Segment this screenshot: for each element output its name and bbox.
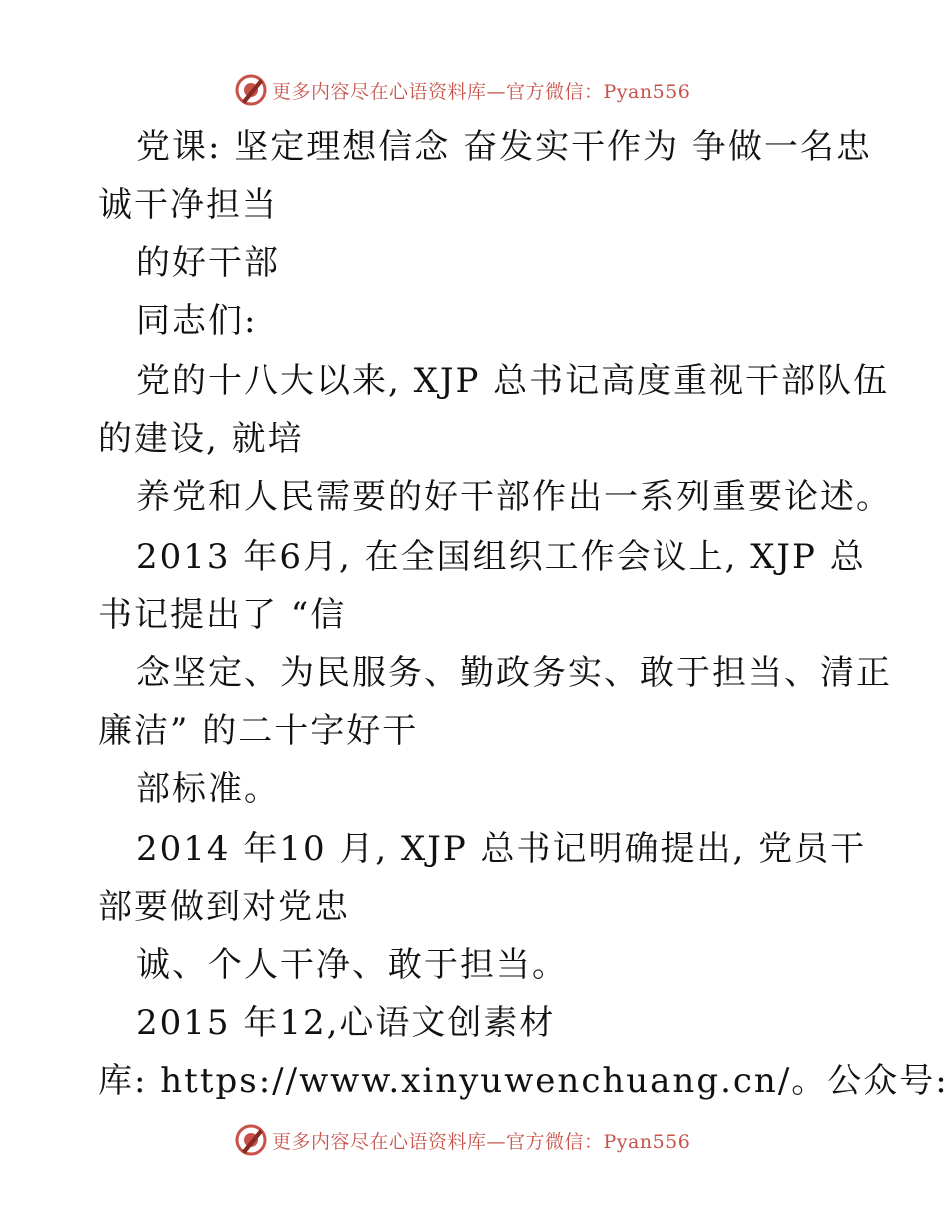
paragraph-line: 部要做到对党忠 <box>98 887 350 927</box>
title-line-2: 诚干净担当 <box>98 185 278 225</box>
footer-watermark-banner <box>234 1123 690 1157</box>
title-line-1: 党课: 坚定理想信念 奋发实干作为 争做一名忠 <box>136 127 872 167</box>
title-line-3: 的好干部 <box>136 243 280 283</box>
paragraph-line: 2013 年6月, 在全国组织工作会议上, XJP 总 <box>136 537 866 577</box>
header-watermark-banner <box>234 73 690 107</box>
paragraph-line: 部标准。 <box>136 769 280 809</box>
paragraph-line: 书记提出了 “信 <box>98 595 347 635</box>
pen-logo-icon <box>234 73 268 107</box>
paragraph-line: 诚、个人干净、敢于担当。 <box>136 945 568 985</box>
paragraph-line: 库: https://www.xinyuwenchuang.cn/。公众号: <box>98 1061 949 1101</box>
paragraph-line: 廉洁” 的二十字好干 <box>98 711 419 751</box>
paragraph-line: 2014 年10 月, XJP 总书记明确提出, 党员干 <box>136 829 867 869</box>
footer-watermark-text: 更多内容尽在心语资料库—官方微信：Pyan556 <box>272 1130 691 1153</box>
paragraph-line: 养党和人民需要的好干部作出一系列重要论述。 <box>136 477 892 517</box>
paragraph-line: 党的十八大以来, XJP 总书记高度重视干部队伍 <box>136 361 890 401</box>
paragraph-line: 念坚定、为民服务、勤政务实、敢于担当、清正 <box>136 653 892 693</box>
salutation: 同志们: <box>136 301 258 341</box>
paragraph-line: 2015 年12,心语文创素材 <box>136 1003 556 1043</box>
pen-logo-icon <box>234 1123 268 1157</box>
paragraph-line: 的建设, 就培 <box>98 419 304 459</box>
header-watermark-text: 更多内容尽在心语资料库—官方微信：Pyan556 <box>272 80 691 103</box>
